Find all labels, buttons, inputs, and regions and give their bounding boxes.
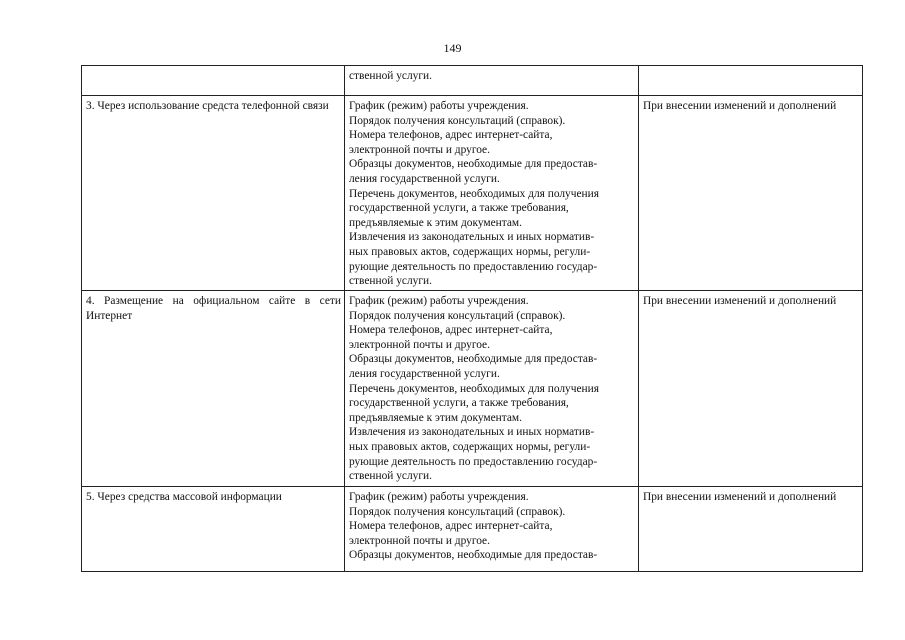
method-cell: 3. Через использование средста телефонной связи: [82, 96, 345, 291]
frequency-cell: [639, 66, 863, 96]
content-line: рующие деятельность по предоставлению государ-: [349, 455, 598, 468]
content-line: рующие деятельность по предоставлению государ-: [349, 260, 598, 273]
content-line: Образцы документов, необходимые для предостав-: [349, 549, 598, 562]
table-row: [82, 487, 863, 572]
content-line: Перечень документов, необходимых для получения: [349, 382, 599, 395]
method-cell: [82, 66, 345, 96]
content-line: Извлечения из законодательных и иных норматив-: [349, 426, 595, 439]
table-row: [82, 96, 863, 291]
content-line: Порядок получения консультаций (справок).: [349, 309, 566, 322]
content-line: Образцы документов, необходимые для предостав-: [349, 353, 598, 366]
content-line: График (режим) работы учреждения.: [349, 295, 529, 307]
table-row: [82, 66, 863, 96]
method-cell: 4. Размещение на официальном сайте в сети Интернет: [82, 291, 345, 487]
information-table: [81, 65, 863, 572]
content-line: ных правовых актов, содержащих нормы, регули-: [349, 245, 591, 258]
content-line: предъявляемые к этим документам.: [349, 411, 522, 424]
content-line: Порядок получения консультаций (справок).: [349, 505, 566, 518]
content-line: государственной услуги, а также требования,: [349, 397, 569, 410]
content-line: ственной услуги.: [349, 275, 432, 288]
content-line: ственной услуги.: [349, 70, 432, 82]
content-cell: [345, 291, 639, 487]
content-line: Номера телефонов, адрес интернет-сайта,: [349, 324, 553, 337]
content-line: государственной услуги, а также требования,: [349, 202, 569, 215]
content-line: Перечень документов, необходимых для получения: [349, 187, 599, 200]
page-number: 149: [443, 41, 462, 55]
content-cell: [345, 66, 639, 96]
content-line: электронной почты и другое.: [349, 534, 490, 547]
frequency-cell: При внесении изменений и дополнений: [639, 291, 863, 487]
content-line: Порядок получения консультаций (справок).: [349, 114, 566, 127]
method-cell: 5. Через средства массовой информации: [82, 487, 345, 572]
content-line: ственной услуги.: [349, 470, 432, 483]
content-line: ления государственной услуги.: [349, 172, 500, 185]
content-line: ления государственной услуги.: [349, 367, 500, 380]
content-line: Номера телефонов, адрес интернет-сайта,: [349, 520, 553, 533]
content-line: Номера телефонов, адрес интернет-сайта,: [349, 129, 553, 142]
content-line: электронной почты и другое.: [349, 338, 490, 351]
content-line: График (режим) работы учреждения.: [349, 100, 529, 112]
content-line: График (режим) работы учреждения.: [349, 491, 529, 503]
table-row: [82, 291, 863, 487]
frequency-cell: При внесении изменений и дополнений: [639, 96, 863, 291]
content-cell: [345, 96, 639, 291]
content-line: ных правовых актов, содержащих нормы, регули-: [349, 440, 591, 453]
content-line: Образцы документов, необходимые для предостав-: [349, 158, 598, 171]
content-line: предъявляемые к этим документам.: [349, 216, 522, 229]
content-line: Извлечения из законодательных и иных норматив-: [349, 231, 595, 244]
content-cell: [345, 487, 639, 572]
frequency-cell: При внесении изменений и дополнений: [639, 487, 863, 572]
content-line: электронной почты и другое.: [349, 143, 490, 156]
